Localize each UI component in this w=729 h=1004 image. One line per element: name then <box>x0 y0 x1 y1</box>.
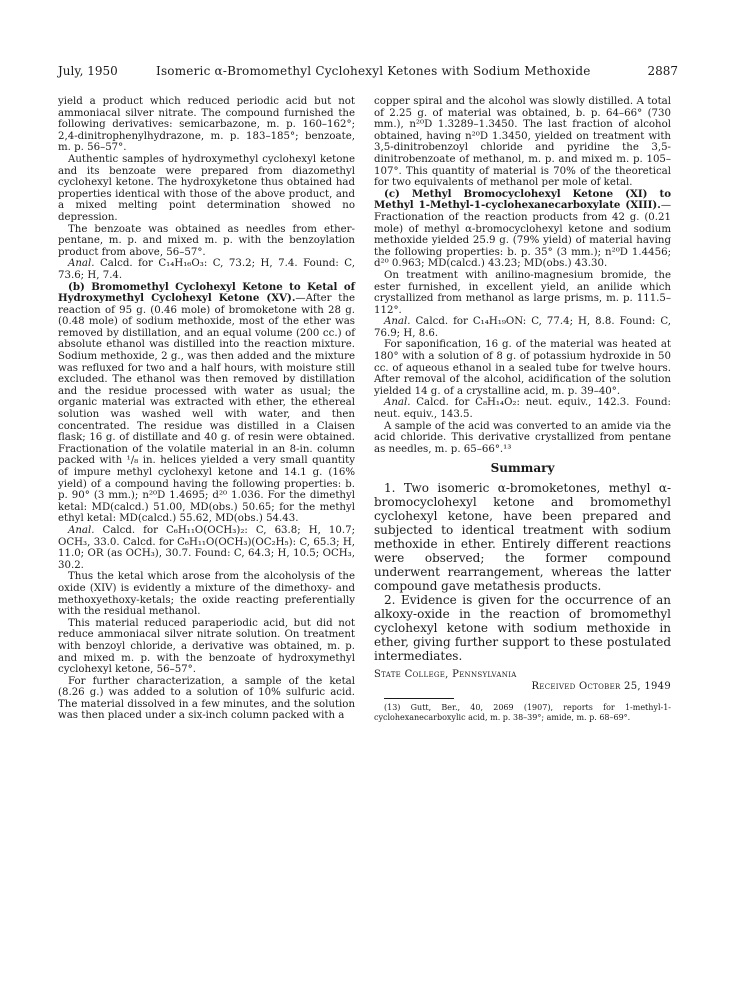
paragraph: On treatment with anilino-magnesium bromide, the ester furnished, in excellent yield, an anilide which crystallized from methanol as large prisms, m. p. 111.5–112°. <box>374 269 671 316</box>
paragraph: Authentic samples of hydroxymethyl cyclohexyl ketone and its benzoate were prepared from diazomethyl cyclohexyl ketone. The hydroxyketone thus obtained had properties identical with those of the above product, and a mixed melting point determination showed no depression. <box>58 153 355 223</box>
paragraph: copper spiral and the alcohol was slowly distilled. A total of 2.25 g. of material was obtained, b. p. 64–66° (730 mm.), n²⁰D 1.3289–1.3450. The last fraction of alcohol obtained, having n²⁰D 1.3450, yielded on treatment with 3,5-dinitrobenzoyl chloride and pyridine the 3,5-dinitrobenzoate of methanol, m. p. and mixed m. p. 105–107°. This quantity of material is 70% of the theoretical for two equivalents of methanol per mole of ketal. <box>374 96 671 189</box>
section-b <box>58 282 355 525</box>
paragraph: A sample of the acid was converted to an amide via the acid chloride. This derivative crystallized from pentane as needles, m. p. 65–66°.¹³ <box>374 420 671 455</box>
analysis-text: Calcd. for C₆H₁₁O(OCH₃)₂: C, 63.8; H, 10.7; OCH₃, 33.0. Calcd. for C₆H₁₁O(OCH₃)(OC₂H₅): C, 65.3; H, 11.0; OR (as OCH₃), 30.7. Found: C, 64.3; H, 10.5; OCH₃, 30.2. <box>58 524 355 571</box>
paragraph: The benzoate was obtained as needles from ether-pentane, m. p. and mixed m. p. with the benzoylation product from above, 56–57°. <box>58 223 355 258</box>
section-text: —After the reaction of 95 g. (0.46 mole) of bromoketone with 28 g. (0.48 mole) of sodium methoxide, most of the ether was removed by distillation, and an equal volume (200 cc.) of absolute ethanol was distilled into the reaction mixture. Sodium methoxide, 2 g., was then added and the mixture was refluxed for two and a half hours, with moisture still excluded. The ethanol was then removed by distillation and the residue processed with water as usual; the organic material was extracted with ether, the ethereal solution was washed well with water, and then concentrated. The residue was distilled in a Claisen flask; 16 g. of distillate and 40 g. of resin were obtained. Fractionation of the volatile material in an 8-in. column packed with ¹/₈ in. helices yielded a very small quantity of impure methyl cyclohexyl ketone and 14.1 g. (16% yield) of a compound having the following properties: b. p. 90° (3 mm.); n²⁰D 1.4695; d²⁰ 1.036. For the dimethyl ketal: MD(calcd.) 51.00, MD(obs.) 50.65; for the methyl ethyl ketal: MD(calcd.) 55.62, MD(obs.) 54.43. <box>58 293 355 525</box>
left-column <box>58 96 355 722</box>
section-text: —Fractionation of the reaction products from 42 g. (0.21 mole) of methyl α-bromocyclohexyl ketone and sodium methoxide yielded 25.9 g. (79% yield) of material having the following properties: b. p. 35° (3 mm.); n²⁰D 1.4456; d²⁰ 0.963; MD(calcd.) 43.23; MD(obs.) 43.30. <box>374 200 671 270</box>
received-date: Received October 25, 1949 <box>531 680 671 692</box>
paragraph: For saponification, 16 g. of the material was heated at 180° with a solution of 8 g. of potassium hydroxide in 50 cc. of aqueous ethanol in a sealed tube for twelve hours. After removal of the alcohol, acidification of the solution yielded 14 g. of a crystalline acid, m. p. 39–40°. <box>374 339 671 397</box>
institution: State College, Pennsylvania <box>374 669 517 680</box>
analysis-line <box>58 258 355 281</box>
analysis-line <box>374 316 671 339</box>
header-title: Isomeric α-Bromomethyl Cyclohexyl Ketones with Sodium Methoxide <box>156 64 591 78</box>
summary-point: 1. Two isomeric α-bromoketones, methyl α-bromocyclohexyl ketone and bromomethyl cyclohexyl ketone, have been prepared and subjected to identical treatment with sodium methoxide in ether. Entirely different reactions were observed; the former compound underwent rearrangement, whereas the latter compound gave metathesis products. <box>374 481 671 593</box>
header-date: July, 1950 <box>58 64 118 78</box>
running-header <box>58 64 678 82</box>
analysis-label: Anal. <box>384 397 411 409</box>
paragraph: yield a product which reduced periodic acid but not ammoniacal silver nitrate. The compound furnished the following derivatives: semicarbazone, m. p. 160–162°; 2,4-dinitrophenylhydrazone, m. p. 183–185°; benzoate, m. p. 56–57°. <box>58 96 355 154</box>
footnote-rule <box>384 698 454 699</box>
right-column <box>374 96 671 723</box>
summary-section <box>374 481 671 663</box>
analysis-text: Calcd. for C₁₄H₁₉ON: C, 77.4; H, 8.8. Found: C, 76.9; H, 8.6. <box>374 316 671 339</box>
analysis-line <box>374 397 671 420</box>
section-c <box>374 189 671 270</box>
paragraph: This material reduced paraperiodic acid, but did not reduce ammoniacal silver nitrate solution. On treatment with benzoyl chloride, a derivative was obtained, m. p. and mixed m. p. with the benzoate of hydroxymethyl cyclohexyl ketone, 56–57°. <box>58 617 355 676</box>
analysis-label: Anal. <box>68 524 95 536</box>
paragraph: For further characterization, a sample of the ketal (8.26 g.) was added to a solution of 10% sulfuric acid. The material dissolved in a few minutes, and the solution was then placed under a six-inch column packed with a <box>58 675 355 722</box>
paragraph: Thus the ketal which arose from the alcoholysis of the oxide (XIV) is evidently a mixture of the dimethoxy- and methoxyethoxy-ketals; the oxide reacting preferentially with the residual methanol. <box>58 571 355 618</box>
summary-heading: Summary <box>490 461 555 476</box>
analysis-line <box>58 525 355 571</box>
analysis-text: Calcd. for C₁₄H₁₆O₃: C, 73.2; H, 7.4. Found: C, 73.6; H, 7.4. <box>58 258 355 281</box>
analysis-label: Anal. <box>384 316 411 328</box>
section-heading: (c) Methyl Bromocyclohexyl Ketone (XI) to Methyl 1-Methyl-1-cyclohexanecarboxylate (XIII). <box>374 187 671 212</box>
summary-point: 2. Evidence is given for the occurrence of an alkoxy-oxide in the reaction of bromomethyl cyclohexyl ketone with sodium methoxide in ether, giving further support to these postulated intermediates. <box>374 593 671 663</box>
section-heading: (b) Bromomethyl Cyclohexyl Ketone to Ketal of Hydroxymethyl Cyclohexyl Ketone (XV). <box>58 280 355 305</box>
analysis-label: Anal. <box>68 258 95 270</box>
page-number: 2887 <box>647 64 678 78</box>
footnote: (13) Gutt, Ber., 40, 2069 (1907), reports for 1-methyl-1-cyclohexanecarboxylic acid, m. p. 38–39°; amide, m. p. 68–69°. <box>374 703 671 723</box>
analysis-text: Calcd. for C₈H₁₄O₂: neut. equiv., 142.3. Found: neut. equiv., 143.5. <box>374 397 671 421</box>
